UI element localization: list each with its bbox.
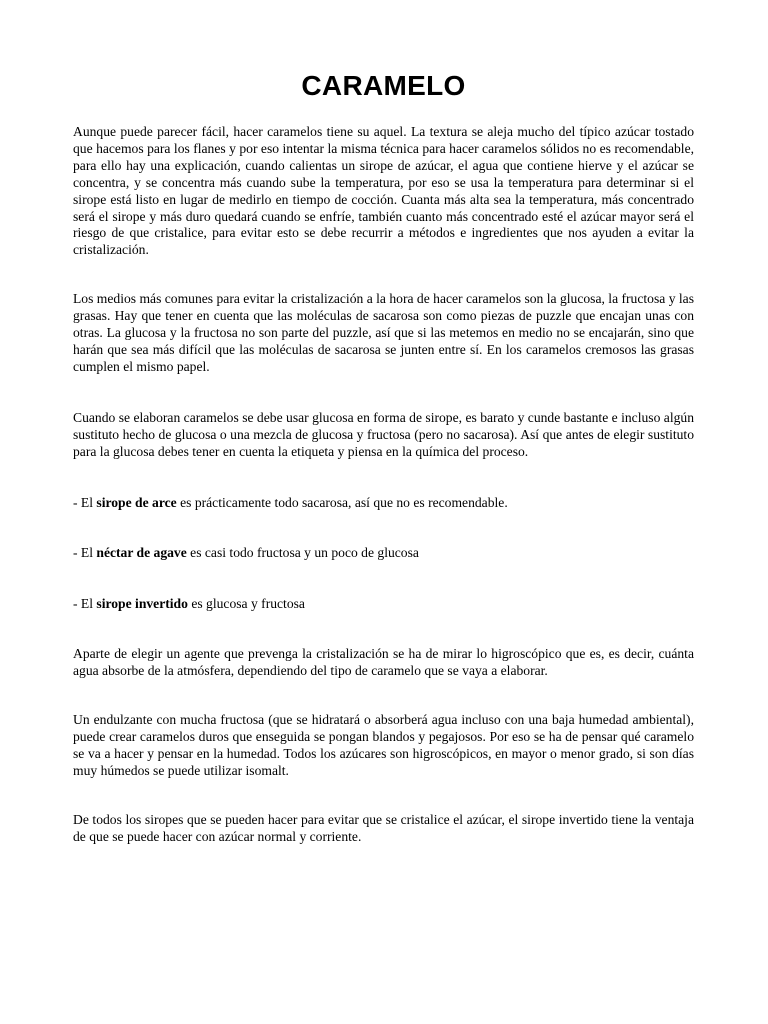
- bullet-prefix: - El: [73, 494, 97, 510]
- paragraph-spacer: [73, 376, 694, 410]
- paragraph-intro: Aunque puede parecer fácil, hacer caramelos tiene su aquel. La textura se aleja mucho del típico azúcar tostado que hacemos para los flanes y por eso intentar la misma técnica para hacer caramelos sólidos no es recomendable, para ello hay una explicación, cuando calientas un sirope de azúcar, el agua que contiene hierve y el azúcar se concentra, y se concentra más cuando sube la temperatura, por eso se usa la temperatura para determinar si el sirope está listo en lugar de medirlo en tiempo de cocción. Cuanta más alta sea la temperatura, más concentrado será el sirope y más duro quedará cuando se enfríe, también cuanto más concentrado esté el azúcar mayor será el riesgo de que cristalice, para evitar esto se debe recurrir a métodos e ingredientes que nos ayuden a evitar la cristalización.: [73, 124, 694, 258]
- paragraph-hygroscopic: Aparte de elegir un agente que prevenga la cristalización se ha de mirar lo higroscópico que es, es decir, cuánta agua absorbe de la atmósfera, dependiendo del tipo de caramelo que se vaya a elaborar.: [73, 646, 694, 679]
- paragraph-spacer: [73, 780, 694, 812]
- bullet-prefix: - El: [73, 596, 97, 612]
- bullet-prefix: - El: [73, 545, 97, 561]
- paragraph-spacer: [73, 259, 694, 291]
- bullet-text: es glucosa y fructosa: [187, 596, 305, 612]
- paragraph-spacer: [73, 613, 694, 646]
- bullet-text: es casi todo fructosa y un poco de glucosa: [186, 545, 419, 561]
- list-item-nectar-de-agave: [73, 545, 694, 562]
- paragraph-spacer: [73, 461, 694, 495]
- paragraph-fructose: Un endulzante con mucha fructosa (que se hidratará o absorberá agua incluso con una baja humedad ambiental), puede crear caramelos duros que enseguida se pongan blandos y pegajosos. Por eso se ha de pensar qué caramelo se va a hacer y pensar en la humedad. Todos los azúcares son higroscópicos, en mayor o menor grado, si son días muy húmedos se puede utilizar isomalt.: [73, 712, 694, 778]
- bullet-text: es prácticamente todo sacarosa, así que no es recomendable.: [176, 494, 508, 510]
- paragraph-methods: Los medios más comunes para evitar la cristalización a la hora de hacer caramelos son la glucosa, la fructosa y las grasas. Hay que tener en cuenta que las moléculas de sacarosa son como piezas de puzzle que encajan unas con otras. La glucosa y la fructosa no son parte del puzzle, así que si las metemos en medio no se encajarán, sino que harán que sea más difícil que las moléculas de sacarosa se junten entre sí. En los caramelos cremosos las grasas cumplen el mismo papel.: [73, 291, 694, 374]
- paragraph-spacer: [73, 680, 694, 712]
- paragraph-spacer: [73, 511, 694, 545]
- paragraph-inverted-syrup: De todos los siropes que se pueden hacer para evitar que se cristalice el azúcar, el sirope invertido tiene la ventaja de que se puede hacer con azúcar normal y corriente.: [73, 811, 694, 844]
- list-item-sirope-de-arce: [73, 495, 694, 512]
- list-item-sirope-invertido: [73, 596, 694, 613]
- paragraph-spacer: [73, 562, 694, 596]
- paragraph-glucose: Cuando se elaboran caramelos se debe usar glucosa en forma de sirope, es barato y cunde bastante e incluso algún sustituto hecho de glucosa o una mezcla de glucosa y fructosa (pero no sacarosa). Así que antes de elegir sustituto para la glucosa debes tener en cuenta la etiqueta y piensa en la química del proceso.: [73, 409, 694, 459]
- page-title: CARAMELO: [301, 70, 466, 101]
- bullet-term: néctar de agave: [96, 545, 187, 561]
- bullet-term: sirope de arce: [96, 494, 177, 510]
- bullet-term: sirope invertido: [96, 596, 188, 612]
- document-page: [73, 70, 694, 845]
